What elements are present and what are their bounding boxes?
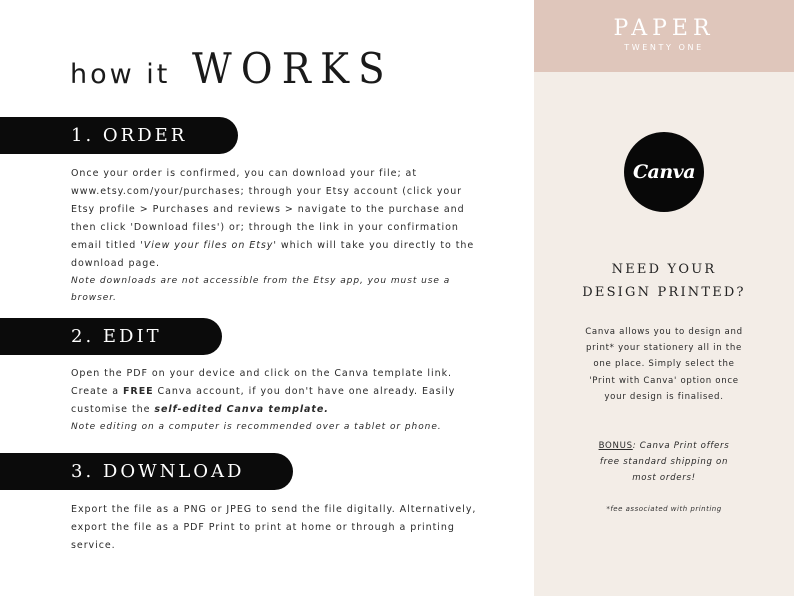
order-email-title: 'View your files on Etsy' (140, 240, 277, 251)
order-text: Once your order is confirmed, you can download your file; at www.etsy.com/your/purchases; through your Etsy account (click your Etsy profile > Purchases and reviews > navigate to the purchase and then click 'Download files') or; through the link in your confirmation email titled (71, 168, 465, 251)
edit-note: Note editing on a computer is recommended over a tablet or phone. (71, 422, 442, 432)
section-body-edit (71, 365, 481, 436)
page-title-prefix: how it (70, 59, 171, 90)
page-title-main: WORKS (192, 44, 395, 93)
order-text-end: which will take you directly to the download page. (71, 240, 475, 269)
bonus-info (589, 438, 739, 487)
download-instructions: Export the file as a PNG or JPEG to send the file digitally. Alternatively, export the file as a PDF Print to print at home or through a printing service. (71, 504, 477, 551)
brand-banner (534, 0, 794, 72)
edit-instructions (71, 365, 481, 419)
edit-text-middle: Canva account, if you don't have one already. Easily customise the (71, 386, 456, 415)
brand-subtitle: TWENTY ONE (624, 43, 704, 52)
print-heading (534, 258, 794, 304)
brand-name: PAPER (613, 16, 715, 41)
page-title (70, 44, 412, 93)
section-body-download (71, 501, 481, 555)
print-heading-line2: DESIGN PRINTED? (582, 285, 746, 300)
print-heading-line1: NEED YOUR (611, 262, 717, 277)
order-note: Note downloads are not accessible from the Etsy app, you must use a browser. (71, 276, 451, 303)
bonus-text: : Canva Print offers free standard shipping on most orders! (599, 441, 730, 484)
print-info: Canva allows you to design and print* your stationery all in the one place. Simply select the 'Print with Canva' option once your design is finalised. (585, 327, 743, 402)
section-heading-download: 3. DOWNLOAD (0, 453, 293, 490)
section-heading-edit: 2. EDIT (0, 318, 222, 355)
edit-free-word: FREE (122, 386, 154, 397)
bonus-label: BONUS (598, 441, 633, 451)
edit-text: Open the PDF on your device and click on the Canva template link. Create a (71, 368, 453, 397)
canva-logo-text: Canva (632, 161, 696, 183)
canva-logo (624, 132, 704, 212)
edit-template-name: self-edited Canva template. (154, 404, 329, 415)
order-instructions (71, 165, 481, 273)
section-heading-order: 1. ORDER (0, 117, 238, 154)
fee-note: *fee associated with printing (606, 505, 722, 513)
section-body-order (71, 165, 481, 307)
